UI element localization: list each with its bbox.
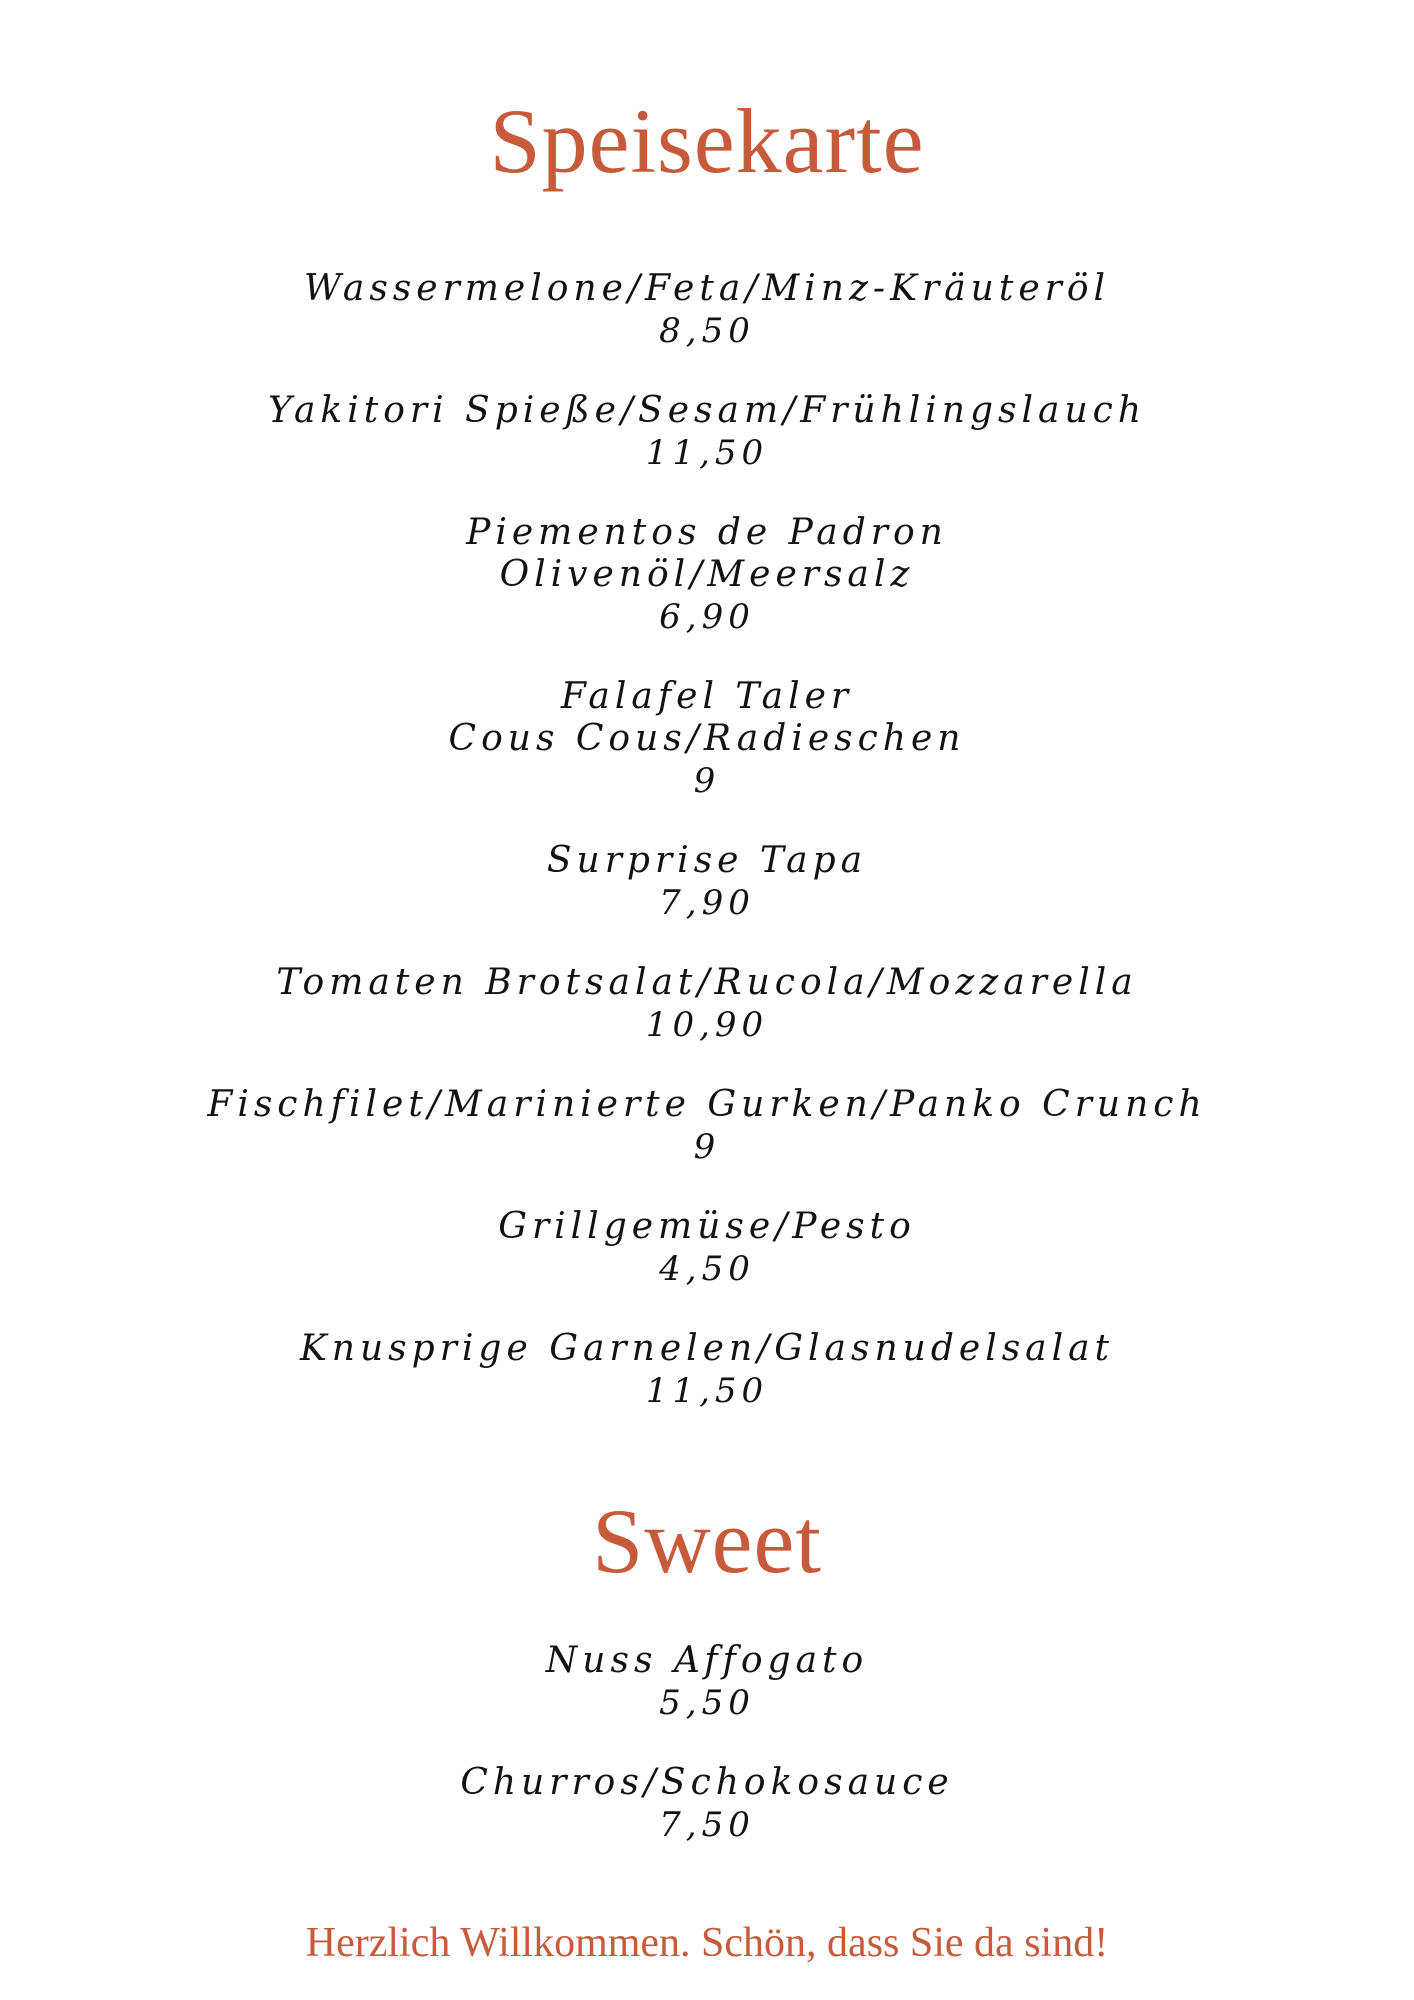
sweet-menu-list (0, 1640, 1414, 1884)
page-title: Speisekarte (489, 90, 925, 192)
dish-price: 11,50 (645, 1371, 769, 1411)
dish-name: Yakitori Spieße/Sesam/Frühlingslauch (267, 390, 1147, 431)
menu-item (0, 962, 1414, 1046)
dish-name: Churros/Schokosauce (460, 1762, 954, 1803)
dish-name: Nuss Affogato (545, 1640, 869, 1681)
dish-name: Fischfilet/Marinierte Gurken/Panko Crunch (207, 1084, 1207, 1125)
dish-name: Olivenöl/Meersalz (499, 554, 915, 595)
dish-price: 10,90 (645, 1005, 769, 1045)
menu-item (0, 840, 1414, 924)
menu-item (0, 512, 1414, 638)
dish-price: 9 (693, 761, 721, 801)
dish-price: 9 (693, 1127, 721, 1167)
menu-item (0, 1084, 1414, 1168)
dish-price: 6,90 (659, 597, 755, 637)
dessert-item (0, 1640, 1414, 1724)
dish-name: Tomaten Brotsalat/Rucola/Mozzarella (276, 962, 1138, 1003)
dish-price: 7,90 (659, 883, 755, 923)
dish-name: Grillgemüse/Pesto (498, 1206, 916, 1247)
dish-name: Falafel Taler (560, 676, 854, 717)
dish-name: Wassermelone/Feta/Minz-Kräuteröl (303, 268, 1111, 309)
dish-name: Knusprige Garnelen/Glasnudelsalat (299, 1328, 1115, 1369)
welcome-footer: Herzlich Willkommen. Schön, dass Sie da sind! (305, 1920, 1109, 1966)
menu-item (0, 390, 1414, 474)
main-menu-list (0, 268, 1414, 1450)
dish-name: Cous Cous/Radieschen (448, 718, 966, 759)
menu-item (0, 1206, 1414, 1290)
dish-price: 11,50 (645, 433, 769, 473)
menu-item (0, 1328, 1414, 1412)
menu-item (0, 676, 1414, 802)
sweet-section-title: Sweet (592, 1490, 822, 1592)
dish-price: 5,50 (659, 1683, 755, 1723)
dish-price: 7,50 (659, 1805, 755, 1845)
dish-name: Surprise Tapa (546, 840, 868, 881)
dish-price: 8,50 (659, 311, 755, 351)
menu-item (0, 268, 1414, 352)
dish-price: 4,50 (659, 1249, 755, 1289)
dish-name: Piementos de Padron (466, 512, 948, 553)
dessert-item (0, 1762, 1414, 1846)
